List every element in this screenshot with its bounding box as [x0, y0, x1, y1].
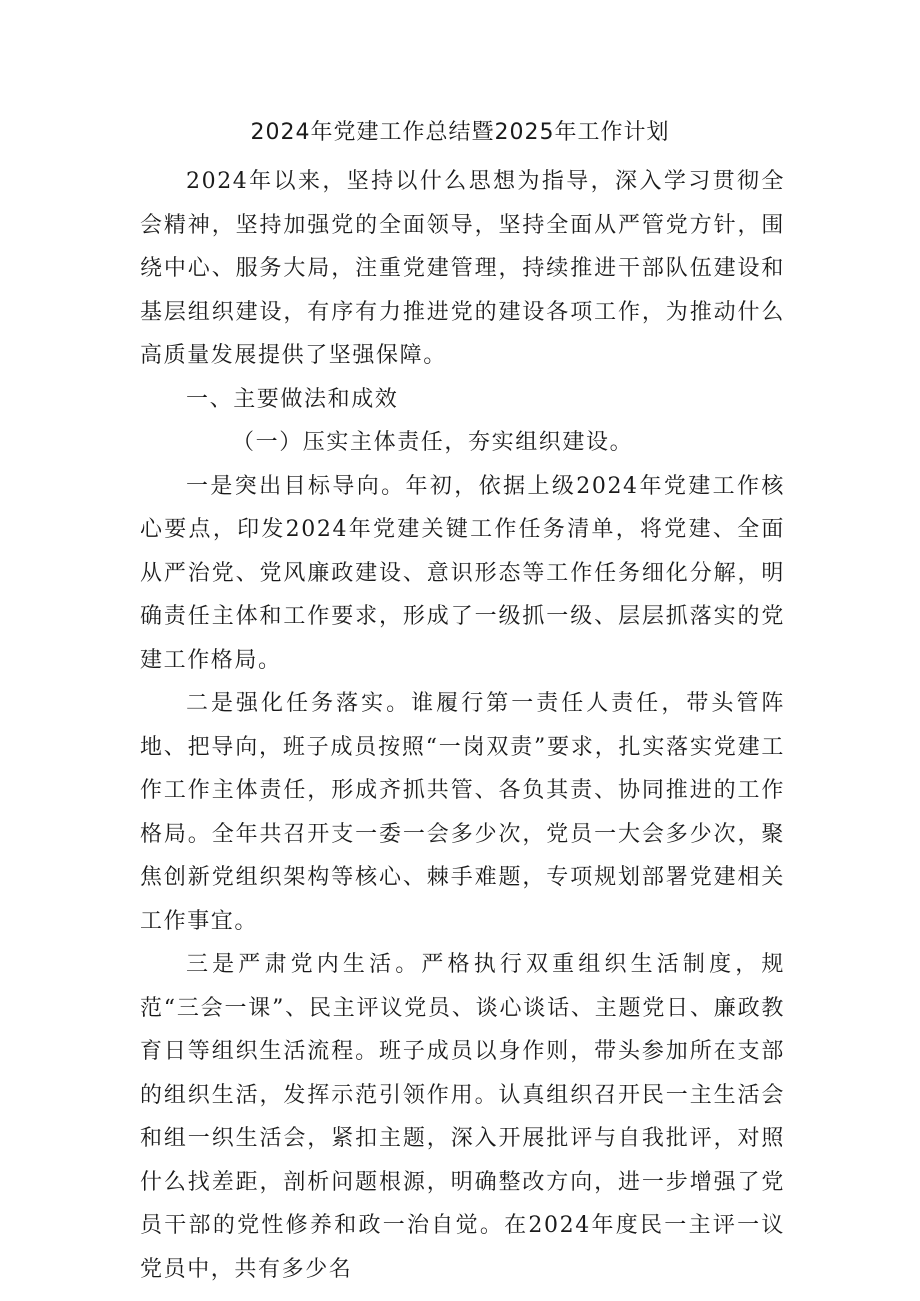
paragraph-goal-orientation: 一是突出目标导向。年初，依据上级2024年党建工作核心要点，印发2024年党建关键工作任务清单，将党建、全面从严治党、党风廉政建设、意识形态等工作任务细化分解，明确责任主体和工作要求，形成了一级抓一级、层层抓落实的党建工作格局。	[140, 473, 785, 673]
paragraph-task-implementation: 二是强化任务落实。谁履行第一责任人责任，带头管阵地、把导向，班子成员按照“一岗双责”要求，扎实落实党建工作工作主体责任，形成齐抓共管、各负其责、协同推进的工作格局。全年共召开支一委一会多少次，党员一大会多少次，聚焦创新党组织架构等核心、棘手难题，专项规划部署党建相关工作事宜。	[140, 691, 785, 934]
section-heading-main-practices: 一、主要做法和成效	[186, 386, 399, 412]
paragraph-party-life: 三是严肃党内生活。严格执行双重组织生活制度，规范“三会一课”、民主评议党员、谈心谈话、主题党日、廉政教育日等组织生活流程。班子成员以身作则，带头参加所在支部的组织生活，发挥示范引领作用。认真组织召开民一主生活会和组一织生活会，紧扣主题，深入开展批评与自我批评，对照什么找差距，剖析问题根源，明确整改方向，进一步增强了党员干部的党性修养和政一治自觉。在2024年度民一主评一议党员中，共有多少名	[140, 952, 785, 1282]
document-body	[140, 160, 785, 1291]
intro-paragraph: 2024年以来，坚持以什么思想为指导，深入学习贯彻全会精神，坚持加强党的全面领导，坚持全面从严管党方针，围绕中心、服务大局，注重党建管理，持续推进干部队伍建设和基层组织建设，有序有力推进党的建设各项工作，为推动什么高质量发展提供了坚强保障。	[140, 169, 785, 368]
subsection-heading-responsibility: （一）压实主体责任，夯实组织建设。	[232, 430, 634, 455]
document-title: 2024年党建工作总结暨2025年工作计划	[250, 120, 670, 145]
